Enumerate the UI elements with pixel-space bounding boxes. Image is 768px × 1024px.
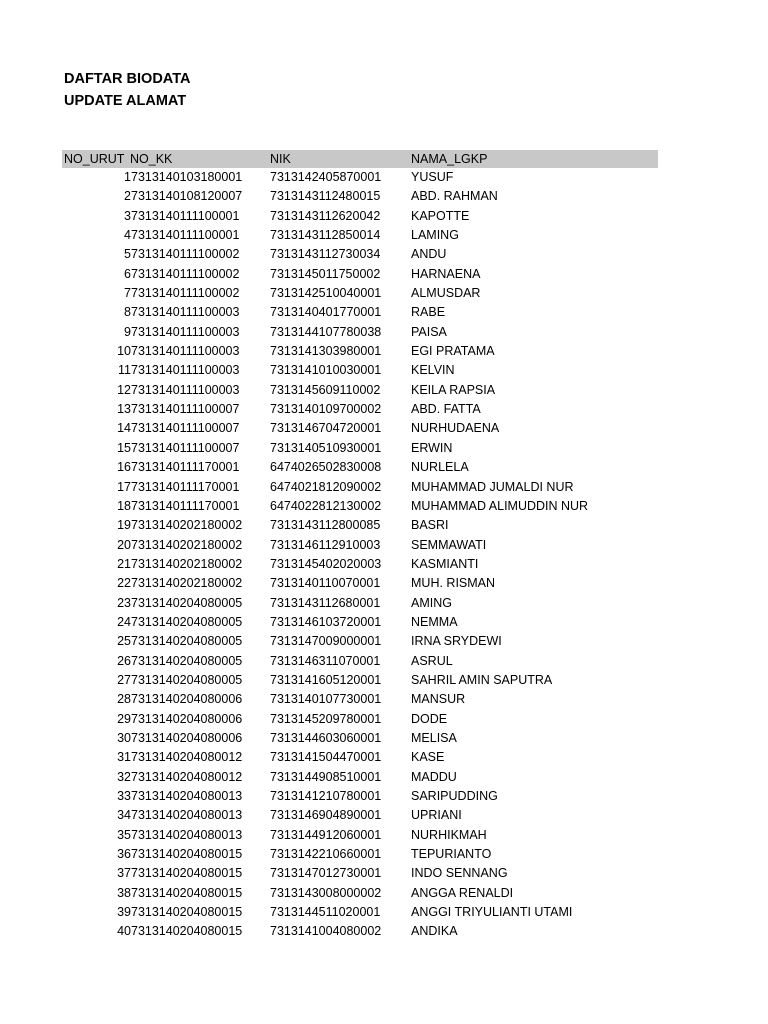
- table-row: [62, 922, 658, 941]
- cell-no-kk: 7313140111170001: [131, 498, 240, 513]
- table-row: [62, 729, 658, 748]
- biodata-table: [62, 150, 658, 942]
- cell-no-kk: 7313140111100003: [131, 344, 240, 359]
- table-row: [62, 884, 658, 903]
- cell-no-kk: 7313140202180002: [131, 576, 243, 591]
- cell-nama: RABE: [411, 305, 446, 320]
- cell-no-urut: 21: [117, 556, 131, 571]
- cell-nama: UPRIANI: [411, 808, 462, 823]
- cell-nik: 7313141605120001: [270, 672, 382, 687]
- cell-nik: 7313141303980001: [270, 344, 382, 359]
- cell-nama: KELVIN: [411, 363, 455, 378]
- header-no-kk: NO_KK: [130, 152, 173, 166]
- cell-no-urut: 24: [117, 614, 131, 629]
- cell-no-kk: 7313140204080015: [131, 924, 243, 939]
- cell-no-kk: 7313140111100002: [131, 266, 240, 281]
- cell-nama: MUHAMMAD ALIMUDDIN NUR: [411, 498, 589, 513]
- cell-no-kk: 7313140204080005: [131, 653, 243, 668]
- cell-no-urut: 1: [124, 170, 131, 184]
- table-body: [62, 168, 658, 942]
- table-row: [62, 381, 658, 400]
- cell-nama: INDO SENNANG: [411, 866, 508, 881]
- cell-no-urut: 25: [117, 634, 131, 649]
- cell-nik: 7313143112480015: [270, 189, 381, 204]
- cell-no-urut: 2: [124, 189, 131, 204]
- table-row: [62, 768, 658, 787]
- cell-no-kk: 7313140204080015: [131, 885, 243, 900]
- cell-no-urut: 39: [117, 905, 131, 920]
- table-row: [62, 207, 658, 226]
- cell-nik: 7313141004080002: [270, 924, 382, 939]
- table-row: [62, 323, 658, 342]
- cell-nik: 7313146103720001: [270, 614, 382, 629]
- cell-no-urut: 30: [117, 730, 131, 745]
- cell-no-kk: 7313140111100007: [131, 421, 240, 436]
- cell-no-urut: 32: [117, 769, 131, 784]
- cell-no-urut: 14: [117, 421, 131, 436]
- cell-no-kk: 7313140111100007: [131, 440, 240, 455]
- cell-no-urut: 10: [117, 344, 131, 359]
- cell-no-urut: 3: [124, 208, 131, 223]
- cell-nama: NEMMA: [411, 614, 458, 629]
- cell-no-urut: 38: [117, 885, 131, 900]
- cell-no-kk: 7313140204080015: [131, 905, 243, 920]
- table-row: [62, 632, 658, 651]
- table-row: [62, 400, 658, 419]
- table-row: [62, 168, 658, 187]
- cell-no-urut: 40: [117, 924, 131, 939]
- document-subtitle: UPDATE ALAMAT: [64, 93, 187, 109]
- cell-nik: 7313143112730034: [270, 247, 381, 262]
- cell-no-kk: 7313140111100007: [131, 402, 240, 417]
- cell-no-kk: 7313140204080013: [131, 808, 243, 823]
- cell-nama: ASRUL: [411, 653, 453, 668]
- cell-nik: 7313144912060001: [270, 827, 382, 842]
- cell-no-kk: 7313140111100003: [131, 382, 240, 397]
- cell-nama: IRNA SRYDEWI: [411, 634, 502, 649]
- cell-nik: 7313142405870001: [270, 170, 382, 184]
- cell-no-urut: 7: [124, 286, 131, 301]
- table-row: [62, 806, 658, 825]
- cell-no-kk: 7313140111100001: [131, 208, 240, 223]
- cell-no-urut: 22: [117, 576, 131, 591]
- cell-nik: 7313143112680001: [270, 595, 381, 610]
- cell-no-kk: 7313140204080006: [131, 730, 243, 745]
- cell-nik: 7313145209780001: [270, 711, 382, 726]
- table-row: [62, 594, 658, 613]
- cell-no-urut: 17: [117, 479, 131, 494]
- cell-no-kk: 7313140202180002: [131, 556, 243, 571]
- table-header-row: [62, 150, 658, 168]
- cell-nama: ALMUSDAR: [411, 286, 481, 301]
- table-row: [62, 787, 658, 806]
- cell-no-kk: 7313140103180001: [131, 170, 243, 184]
- cell-no-urut: 35: [117, 827, 131, 842]
- table-row: [62, 439, 658, 458]
- table-row: [62, 864, 658, 883]
- table-row: [62, 748, 658, 767]
- cell-no-urut: 9: [124, 324, 131, 339]
- cell-nama: BASRI: [411, 518, 449, 533]
- cell-nik: 7313143112800085: [270, 518, 381, 533]
- cell-no-urut: 19: [117, 518, 131, 533]
- cell-nik: 7313143112850014: [270, 228, 381, 243]
- cell-nama: PAISA: [411, 324, 447, 339]
- cell-nik: 7313146704720001: [270, 421, 382, 436]
- cell-nik: 7313140109700002: [270, 402, 382, 417]
- cell-nik: 7313142210660001: [270, 847, 382, 862]
- cell-no-urut: 26: [117, 653, 131, 668]
- cell-nama: HARNAENA: [411, 266, 481, 281]
- cell-no-kk: 7313140204080012: [131, 769, 243, 784]
- table-row: [62, 342, 658, 361]
- cell-nik: 6474021812090002: [270, 479, 382, 494]
- cell-no-urut: 13: [117, 402, 131, 417]
- cell-nik: 7313144511020001: [270, 905, 381, 920]
- cell-nama: ANGGI TRIYULIANTI UTAMI: [411, 905, 573, 920]
- table-row: [62, 845, 658, 864]
- cell-nama: KASMIANTI: [411, 556, 479, 571]
- cell-nama: SAHRIL AMIN SAPUTRA: [411, 672, 553, 687]
- cell-nama: ABD. RAHMAN: [411, 189, 498, 204]
- cell-no-kk: 7313140204080015: [131, 847, 243, 862]
- cell-nama: ABD. FATTA: [411, 402, 481, 417]
- cell-no-urut: 36: [117, 847, 131, 862]
- cell-nik: 6474026502830008: [270, 460, 382, 475]
- cell-nama: LAMING: [411, 228, 459, 243]
- table-row: [62, 903, 658, 922]
- cell-no-kk: 7313140111100002: [131, 247, 240, 262]
- cell-nik: 7313140110070001: [270, 576, 381, 591]
- cell-no-kk: 7313140204080006: [131, 692, 243, 707]
- table-row: [62, 245, 658, 264]
- cell-nik: 7313145011750002: [270, 266, 381, 281]
- cell-no-kk: 7313140204080005: [131, 672, 243, 687]
- cell-no-kk: 7313140111170001: [131, 460, 240, 475]
- cell-no-urut: 16: [117, 460, 131, 475]
- cell-nama: MELISA: [411, 730, 457, 745]
- cell-no-kk: 7313140111100003: [131, 363, 240, 378]
- cell-no-urut: 15: [117, 440, 131, 455]
- cell-no-kk: 7313140111170001: [131, 479, 240, 494]
- table-row: [62, 826, 658, 845]
- cell-no-kk: 7313140111100003: [131, 305, 240, 320]
- cell-nik: 7313144908510001: [270, 769, 382, 784]
- cell-nik: 7313146311070001: [270, 653, 381, 668]
- cell-nama: TEPURIANTO: [411, 847, 492, 862]
- cell-no-urut: 29: [117, 711, 131, 726]
- table-row: [62, 187, 658, 206]
- cell-nik: 7313141210780001: [270, 789, 382, 803]
- table-row: [62, 671, 658, 690]
- cell-no-urut: 11: [118, 363, 131, 378]
- header-nik: NIK: [270, 152, 291, 166]
- cell-nik: 7313147009000001: [270, 634, 382, 649]
- cell-nama: SEMMAWATI: [411, 537, 487, 552]
- cell-nik: 7313140401770001: [270, 305, 382, 320]
- cell-no-kk: 7313140204080005: [131, 614, 243, 629]
- cell-no-urut: 12: [117, 382, 131, 397]
- cell-nama: KAPOTTE: [411, 208, 470, 223]
- cell-nama: EGI PRATAMA: [411, 344, 495, 359]
- table-row: [62, 478, 658, 497]
- cell-no-urut: 6: [124, 266, 131, 281]
- table-row: [62, 574, 658, 593]
- cell-nama: SARIPUDDING: [411, 789, 498, 803]
- table-row: [62, 652, 658, 671]
- table-row: [62, 555, 658, 574]
- cell-nik: 7313141010030001: [270, 363, 382, 378]
- cell-nik: 7313140107730001: [270, 692, 382, 707]
- table-row: [62, 226, 658, 245]
- cell-no-kk: 7313140204080005: [131, 595, 243, 610]
- header-no-urut: NO_URUT: [64, 152, 125, 166]
- cell-nik: 7313143008000002: [270, 885, 382, 900]
- cell-no-kk: 7313140204080013: [131, 827, 243, 842]
- cell-nik: 7313146904890001: [270, 808, 382, 823]
- cell-nama: ANDU: [411, 247, 447, 262]
- cell-nama: ANGGA RENALDI: [411, 885, 514, 900]
- cell-no-urut: 33: [117, 789, 131, 803]
- table-row: [62, 497, 658, 516]
- cell-nama: MUH. RISMAN: [411, 576, 496, 591]
- cell-nik: 6474022812130002: [270, 498, 382, 513]
- table-row: [62, 284, 658, 303]
- cell-nama: MUHAMMAD JUMALDI NUR: [411, 479, 574, 494]
- cell-nama: MANSUR: [411, 692, 466, 707]
- cell-no-urut: 28: [117, 692, 131, 707]
- cell-nama: MADDU: [411, 769, 457, 784]
- cell-no-urut: 8: [124, 305, 131, 320]
- cell-nik: 7313147012730001: [270, 866, 382, 881]
- cell-nama: ERWIN: [411, 440, 453, 455]
- cell-nik: 7313143112620042: [270, 208, 381, 223]
- cell-no-urut: 23: [117, 595, 131, 610]
- cell-nik: 7313140510930001: [270, 440, 382, 455]
- header-nama-lgkp: NAMA_LGKP: [411, 152, 488, 166]
- cell-nama: KASE: [411, 750, 445, 765]
- cell-no-urut: 20: [117, 537, 131, 552]
- cell-nama: NURLELA: [411, 460, 469, 475]
- cell-no-kk: 7313140204080006: [131, 711, 243, 726]
- cell-nama: NURHIKMAH: [411, 827, 487, 842]
- cell-no-kk: 7313140111100001: [131, 228, 240, 243]
- cell-no-kk: 7313140202180002: [131, 518, 243, 533]
- cell-no-urut: 34: [117, 808, 131, 823]
- table-row: [62, 690, 658, 709]
- cell-no-kk: 7313140204080005: [131, 634, 243, 649]
- cell-nama: KEILA RAPSIA: [411, 382, 496, 397]
- cell-nama: AMING: [411, 595, 452, 610]
- cell-no-urut: 31: [117, 750, 131, 765]
- cell-no-urut: 18: [117, 498, 131, 513]
- cell-nama: YUSUF: [411, 170, 454, 184]
- table-row: [62, 303, 658, 322]
- cell-no-urut: 27: [117, 672, 131, 687]
- cell-no-kk: 7313140204080012: [131, 750, 243, 765]
- cell-nik: 7313146112910003: [270, 537, 381, 552]
- cell-no-urut: 37: [117, 866, 131, 881]
- cell-nik: 7313141504470001: [270, 750, 382, 765]
- cell-nik: 7313145402020003: [270, 556, 382, 571]
- cell-no-kk: 7313140202180002: [131, 537, 243, 552]
- cell-nama: DODE: [411, 711, 448, 726]
- table-row: [62, 361, 658, 380]
- cell-no-urut: 4: [124, 228, 131, 243]
- table-row: [62, 710, 658, 729]
- cell-nik: 7313145609110002: [270, 382, 381, 397]
- table-row: [62, 419, 658, 438]
- table-row: [62, 536, 658, 555]
- table-row: [62, 265, 658, 284]
- cell-no-kk: 7313140108120007: [131, 189, 243, 204]
- document-title: DAFTAR BIODATA: [64, 71, 191, 87]
- cell-no-kk: 7313140204080013: [131, 789, 243, 803]
- table-row: [62, 613, 658, 632]
- cell-nama: NURHUDAENA: [411, 421, 500, 436]
- cell-no-kk: 7313140111100003: [131, 324, 240, 339]
- cell-no-urut: 5: [124, 247, 131, 262]
- table-row: [62, 458, 658, 477]
- cell-no-kk: 7313140204080015: [131, 866, 243, 881]
- cell-nik: 7313144107780038: [270, 324, 382, 339]
- table-row: [62, 516, 658, 535]
- cell-nama: ANDIKA: [411, 924, 458, 939]
- cell-nik: 7313142510040001: [270, 286, 382, 301]
- cell-no-kk: 7313140111100002: [131, 286, 240, 301]
- cell-nik: 7313144603060001: [270, 730, 382, 745]
